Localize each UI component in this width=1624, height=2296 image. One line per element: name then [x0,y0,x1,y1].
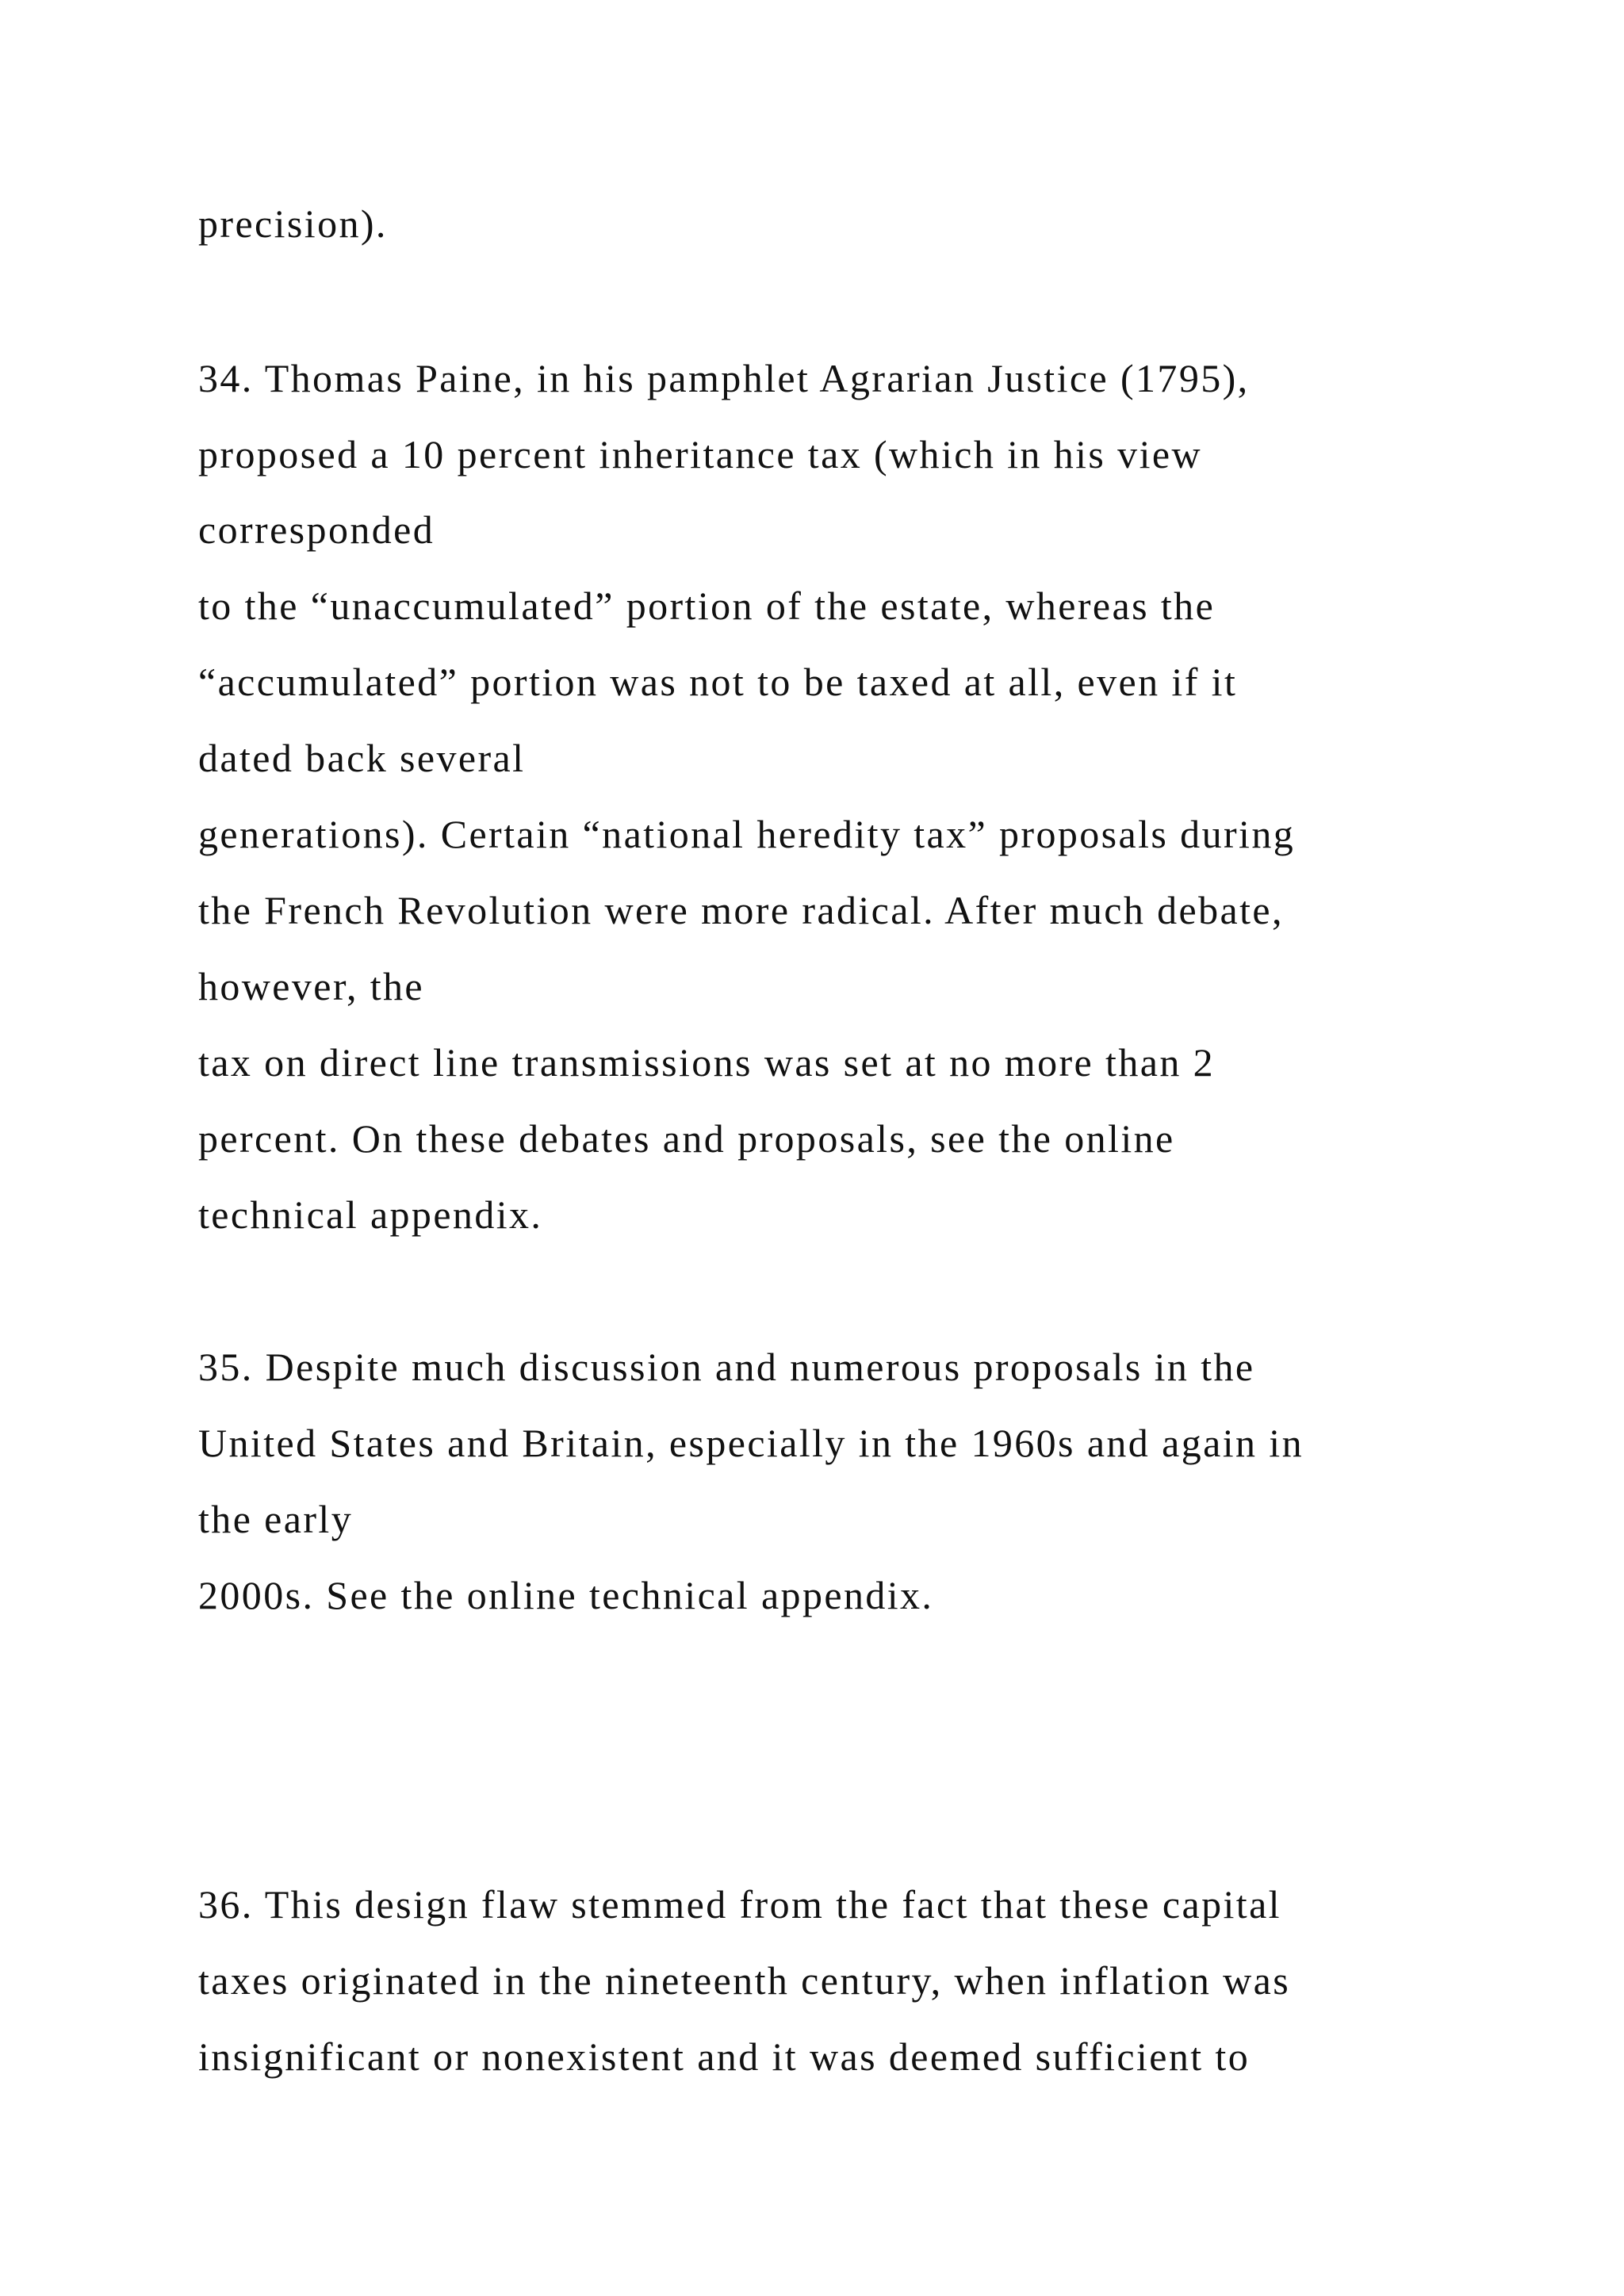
text-line: 34. Thomas Paine, in his pamphlet Agrarian Justice (1795), [198,356,1250,400]
text-line: corresponded [198,507,435,552]
text-line: 35. Despite much discussion and numerous proposals in the [198,1345,1255,1389]
text-line: 36. This design flaw stemmed from the fact that these capital [198,1882,1281,1927]
text-line: generations). Certain “national heredity tax” proposals during [198,812,1296,856]
text-line: precision). [198,201,388,246]
text-line: technical appendix. [198,1192,543,1237]
text-line: United States and Britain, especially in the 1960s and again in [198,1421,1304,1465]
text-line: dated back several [198,736,526,780]
text-line: taxes originated in the nineteenth century, when inflation was [198,1958,1291,2003]
text-line: the early [198,1497,354,1541]
text-line: tax on direct line transmissions was set at no more than 2 [198,1040,1216,1085]
text-line: the French Revolution were more radical. After much debate, [198,888,1284,932]
text-line: 2000s. See the online technical appendix. [198,1573,934,1617]
text-line: proposed a 10 percent inheritance tax (which in his view [198,432,1202,476]
text-line: “accumulated” portion was not to be taxed at all, even if it [198,660,1238,704]
text-line: to the “unaccumulated” portion of the estate, whereas the [198,584,1216,628]
text-line: however, the [198,964,425,1008]
text-line: percent. On these debates and proposals, see the online [198,1116,1175,1161]
text-line: insignificant or nonexistent and it was deemed sufficient to [198,2034,1251,2079]
